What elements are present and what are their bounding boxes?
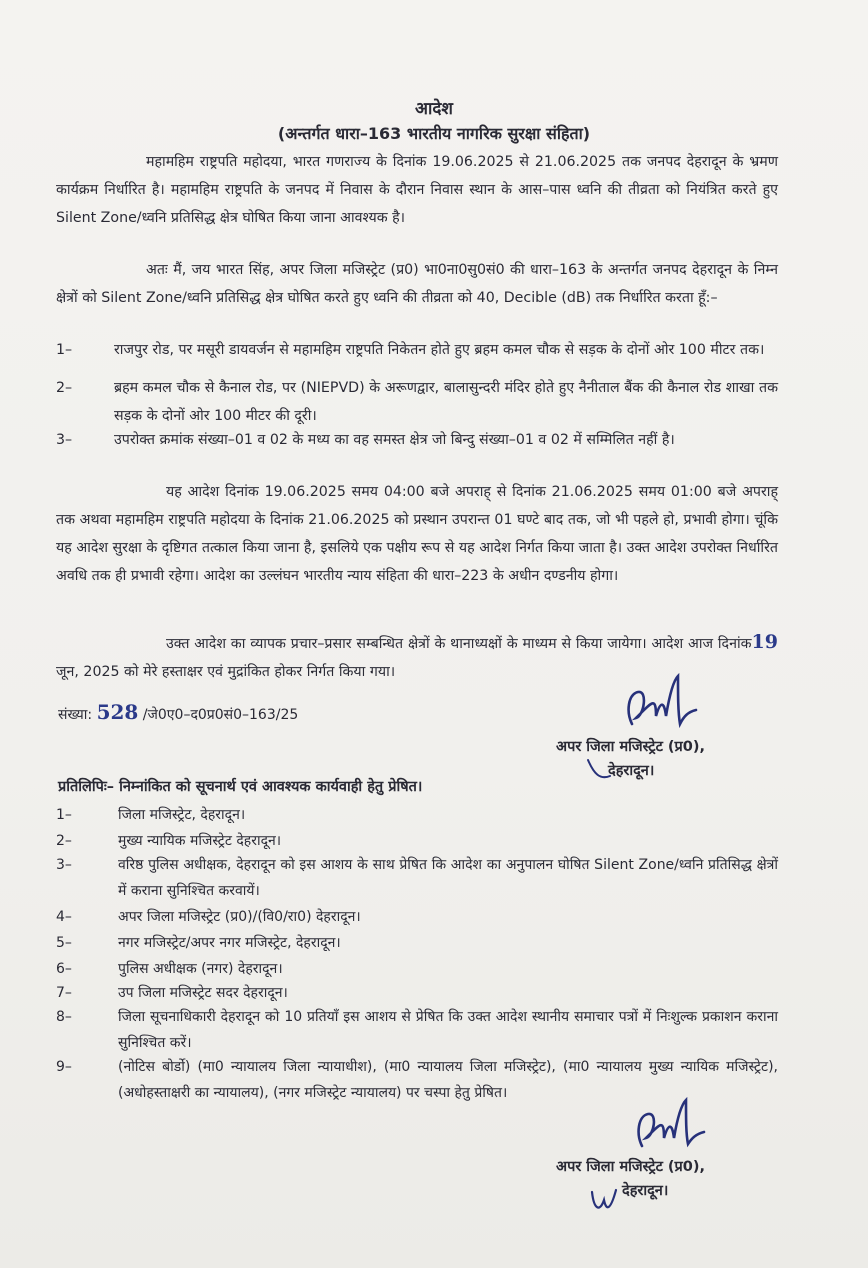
signatory-designation: अपर जिला मजिस्ट्रेट (प्र0), <box>556 739 706 755</box>
zone-number: 1– <box>56 342 73 358</box>
initial-mark <box>586 1180 626 1220</box>
copy-number: 7– <box>56 985 72 1001</box>
copy-item <box>56 852 778 904</box>
signatory-place: देहरादून। <box>608 763 655 779</box>
copy-number: 6– <box>56 961 72 977</box>
copy-number: 9– <box>56 1059 72 1075</box>
reference-suffix: /जे0ए0–द0प्र0सं0–163/25 <box>142 707 299 723</box>
copy-item <box>56 828 778 854</box>
paragraph-text: महामहिम राष्ट्रपति महोदया, भारत गणराज्य के दिनांक 19.06.2025 से 21.06.2025 तक जनपद देहरादून के भ्रमण कार्यक्रम निर्धारित है। महामहिम राष्ट्रपति के जनपद में निवास के दौरान निवास स्थान के आस–पास ध्वनि की तीव्रता को नियंत्रित करते हुए Silent Zone/ध्वनि प्रतिसिद्ध क्षेत्र घोषित किया जाना आवश्यक है। <box>56 154 778 226</box>
preamble-paragraph <box>56 148 778 232</box>
zone-item <box>56 336 778 364</box>
copy-item <box>56 904 778 930</box>
copy-number: 4– <box>56 909 72 925</box>
copy-text: (नोटिस बोर्डो) (मा0 न्यायालय जिला न्यायाधीश), (मा0 न्यायालय जिला मजिस्ट्रेट), (मा0 न्यायालय मुख्य न्यायिक मजिस्ट्रेट), (अधोहस्ताक्षरी का न्यायालय), (नगर मजिस्ट्रेट न्यायालय) पर चस्पा हेतु प्रेषित। <box>118 1059 778 1101</box>
copy-number: 2– <box>56 833 72 849</box>
zone-text: राजपुर रोड, पर मसूरी डायवर्जन से महामहिम राष्ट्रपति निकेतन होते हुए ब्रहम कमल चौक से सड़क के दोनों ओर 100 मीटर तक। <box>114 342 765 358</box>
reference-label: संख्या: <box>58 707 93 723</box>
copy-item <box>56 802 778 828</box>
handwritten-date: 19 <box>751 631 778 653</box>
signature-2 <box>630 1096 710 1154</box>
paragraph-text: उक्त आदेश का व्यापक प्रचार–प्रसार सम्बन्धित क्षेत्रों के थानाध्यक्षों के माध्यम से किया जायेगा। आदेश आज दिनांक <box>166 636 752 652</box>
copy-text: वरिष्ठ पुलिस अधीक्षक, देहरादून को इस आशय के साथ प्रेषित कि आदेश का अनुपालन घोषित Silent Zone/ध्वनि प्रतिसिद्ध क्षेत्रों में कराना सुनिश्चित करवायें। <box>118 857 778 899</box>
copy-text: जिला सूचनाधिकारी देहरादून को 10 प्रतियाँ इस आशय से प्रेषित कि उक्त आदेश स्थानीय समाचार पत्रों में निःशुल्क प्रकाशन कराना सुनिश्चित करें। <box>118 1009 778 1051</box>
signature-1 <box>622 672 702 736</box>
copy-number: 5– <box>56 935 72 951</box>
signatory-place: देहरादून। <box>622 1183 669 1199</box>
zone-item <box>56 426 778 454</box>
copy-to-heading: प्रतिलिपिः– निम्नांकित को सूचनार्थ एवं आवश्यक कार्यवाही हेतु प्रेषित। <box>58 779 423 795</box>
copy-item <box>56 1004 778 1056</box>
reference-number <box>58 700 298 724</box>
signatory-designation: अपर जिला मजिस्ट्रेट (प्र0), <box>556 1159 706 1175</box>
zone-number: 2– <box>56 380 73 396</box>
document-subtitle: (अन्तर्गत धारा–163 भारतीय नागरिक सुरक्षा संहिता) <box>277 124 591 143</box>
copy-number: 3– <box>56 857 72 873</box>
paragraph-text: यह आदेश दिनांक 19.06.2025 समय 04:00 बजे अपराह् से दिनांक 21.06.2025 समय 01:00 बजे अपराह् तक अथवा महामहिम राष्ट्रपति महोदया के दिनांक 21.06.2025 को प्रस्थान उपरान्त 01 घण्टे बाद तक, जो भी पहले हो, प्रभावी होगा। चूंकि यह आदेश सुरक्षा के दृष्टिगत तत्काल किया जाना है, इसलिये एक पक्षीय रूप से यह आदेश निर्गत किया जाता है। उक्त आदेश उपरोक्त निर्धारित अवधि तक ही प्रभावी रहेगा। आदेश का उल्लंघन भारतीय न्याय संहिता की धारा–223 के अधीन दण्डनीय होगा। <box>56 484 778 584</box>
declaration-paragraph <box>56 256 778 312</box>
copy-text: जिला मजिस्ट्रेट, देहरादून। <box>118 807 246 823</box>
copy-number: 1– <box>56 807 72 823</box>
zone-number: 3– <box>56 432 73 448</box>
copy-item <box>56 956 778 982</box>
paragraph-text: अतः मैं, जय भारत सिंह, अपर जिला मजिस्ट्रेट (प्र0) भा0ना0सु0सं0 की धारा–163 के अन्तर्गत जनपद देहरादून के निम्न क्षेत्रों को Silent Zone/ध्वनि प्रतिसिद्ध क्षेत्र घोषित करते हुए ध्वनि की तीव्रता को 40, Decible (dB) तक निर्धारित करता हूँ:– <box>56 262 778 306</box>
document-title: आदेश <box>415 99 453 119</box>
paragraph-text: जून, 2025 को मेरे हस्ताक्षर एवं मुद्रांकित होकर निर्गत किया गया। <box>56 664 396 680</box>
zone-text: ब्रहम कमल चौक से कैनाल रोड, पर (NIEPVD) के अरूणद्वार, बालासुन्दरी मंदिर होते हुए नैनीताल बैंक की कैनाल रोड शाखा तक सड़क के दोनों ओर 100 मीटर की दूरी। <box>114 380 778 424</box>
copy-text: अपर जिला मजिस्ट्रेट (प्र0)/(वि0/रा0) देहरादून। <box>118 909 361 925</box>
copy-number: 8– <box>56 1009 72 1025</box>
copy-item <box>56 980 778 1006</box>
handwritten-number: 528 <box>96 700 139 724</box>
copy-text: मुख्य न्यायिक मजिस्ट्रेट देहरादून। <box>118 833 282 849</box>
zone-text: उपरोक्त क्रमांक संख्या–01 व 02 के मध्य का वह समस्त क्षेत्र जो बिन्दु संख्या–01 व 02 में सम्मिलित नहीं है। <box>114 432 675 448</box>
copy-text: पुलिस अधीक्षक (नगर) देहरादून। <box>118 961 283 977</box>
zone-item <box>56 374 778 430</box>
copy-text: उप जिला मजिस्ट्रेट सदर देहरादून। <box>118 985 288 1001</box>
validity-paragraph <box>56 478 778 590</box>
copy-text: नगर मजिस्ट्रेट/अपर नगर मजिस्ट्रेट, देहरादून। <box>118 935 341 951</box>
copy-item <box>56 930 778 956</box>
